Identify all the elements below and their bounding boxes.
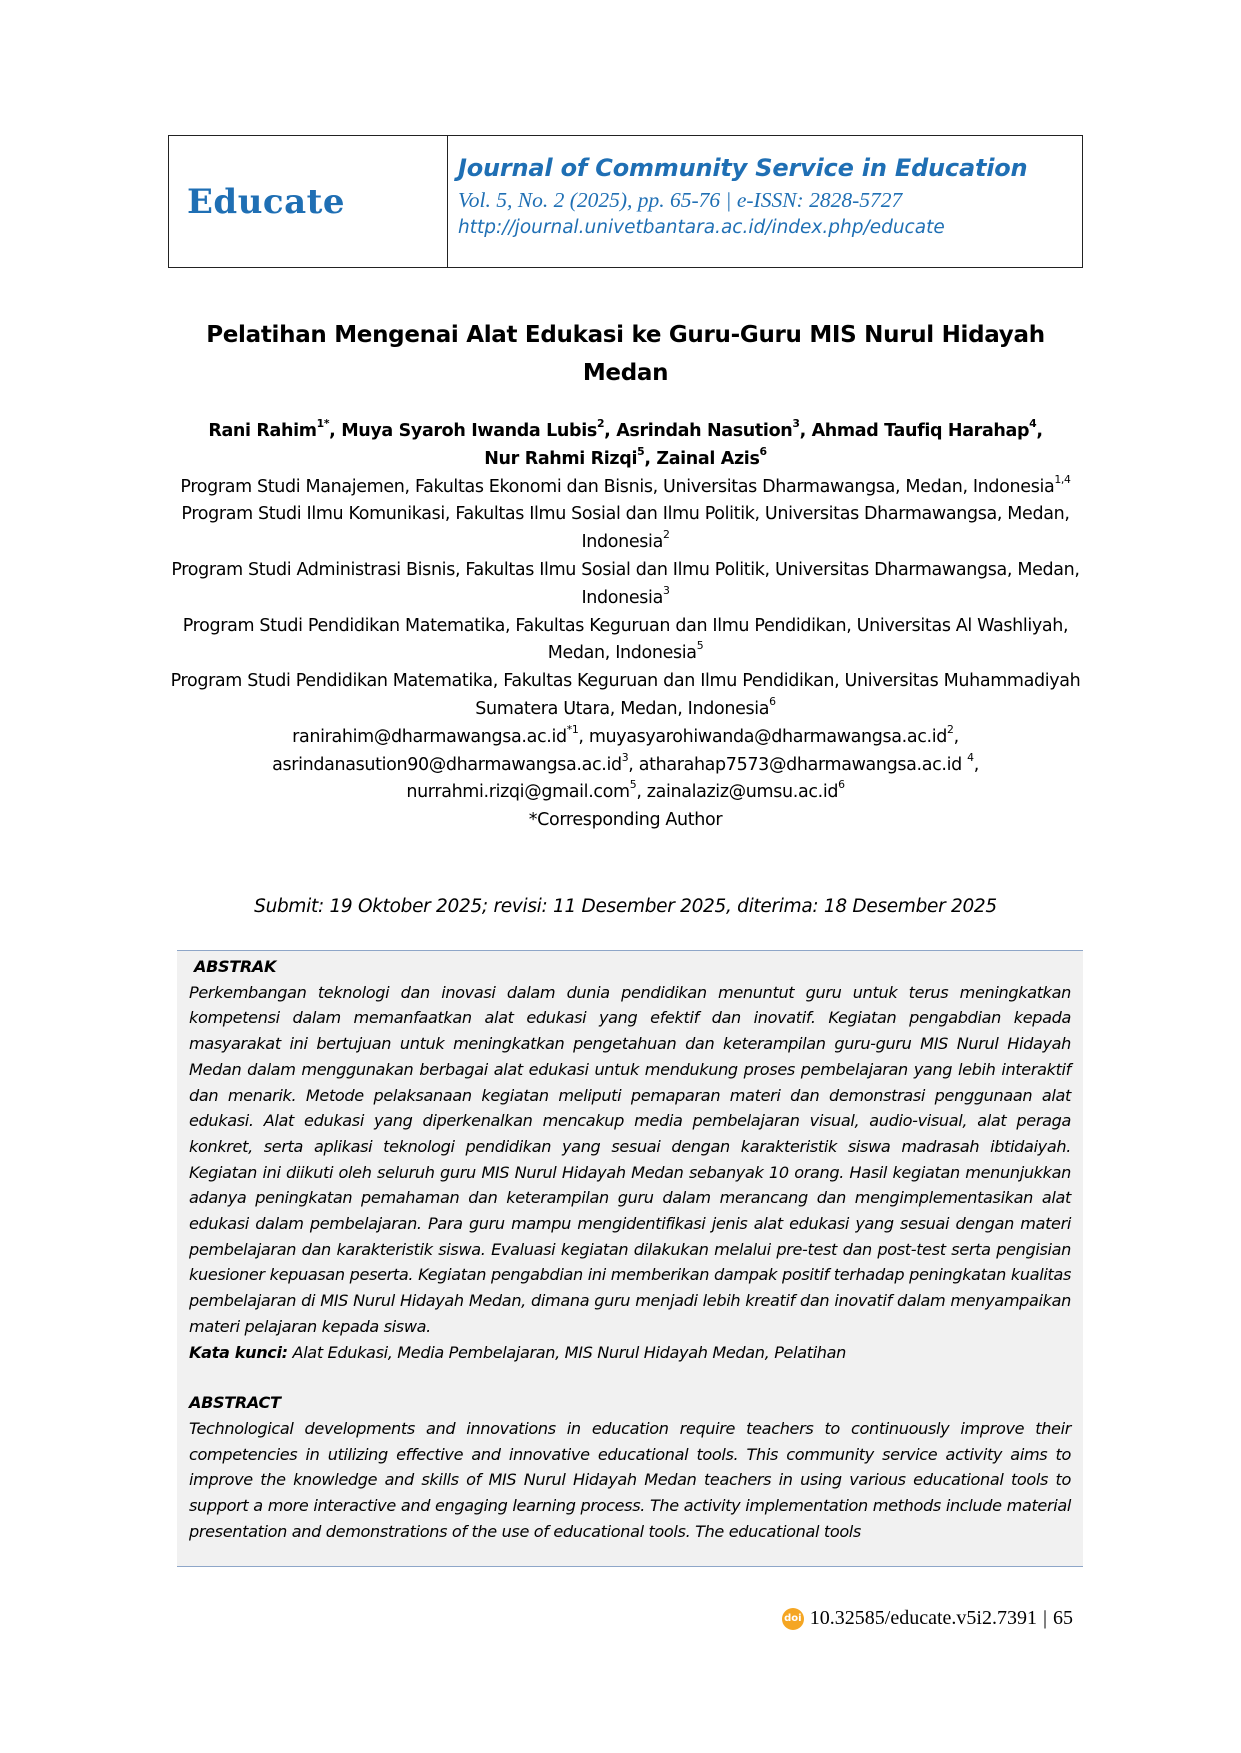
email-link[interactable]: muyasyarohiwanda@dharmawangsa.ac.id [588, 726, 948, 747]
paper-title-line-2: Medan [582, 360, 669, 386]
corresponding-author-note: *Corresponding Author [528, 810, 723, 831]
affiliation: Program Studi Administrasi Bisnis, Fakultas Ilmu Sosial dan Ilmu Politik, Universitas Dharmawangsa, Medan, Indonesia$^3$ [171, 559, 1080, 608]
journal-name: Journal of Community Service in Education [458, 154, 1028, 182]
affiliation: Program Studi Pendidikan Matematika, Fakultas Keguruan dan Ilmu Pendidikan, Universitas Al Washliyah, Medan, Indonesia$^5$ [182, 615, 1069, 664]
author-sup: 2 [596, 417, 605, 431]
abstract-text: Technological developments and innovations in education require teachers to continuously improve their competencies in utilizing effective and innovative educational tools. This community service activity aims to improve the knowledge and skills of MIS Nurul Hidayah Medan teachers in using various educational tools to support a more interactive and engaging learning process. The activity implementation methods include material presentation and demonstrations of the use of educational tools. The educational tools [189, 1418, 1071, 1541]
abstract-box [177, 950, 1083, 1567]
author-name: Ahmad Taufiq Harahap [811, 421, 1030, 441]
affiliation: Program Studi Manajemen, Fakultas Ekonomi dan Bisnis, Universitas Dharmawangsa, Medan, Indonesia$^{1,4}$ [180, 472, 1071, 497]
author-name: Muya Syaroh Iwanda Lubis [341, 421, 597, 441]
author-name: Nur Rahmi Rizqi [484, 448, 638, 469]
paper-title-line-1: Pelatihan Mengenai Alat Edukasi ke Guru-Guru MIS Nurul Hidayah [206, 322, 1045, 348]
abstrak-heading: ABSTRAK [194, 957, 277, 976]
journal-header-table [168, 135, 1083, 268]
paper-title [168, 316, 1083, 392]
doi-link[interactable]: 10.32585/educate.v5i2.7391 [809, 1607, 1037, 1629]
email-link[interactable]: nurrahmi.rizqi@gmail.com [406, 782, 630, 803]
keywords-line [189, 1340, 1071, 1366]
journal-url-link[interactable]: http://journal.univetbantara.ac.id/index.php/educate [458, 217, 945, 238]
abstrak-text: Perkembangan teknologi dan inovasi dalam dunia pendidikan menuntut guru untuk terus meningkatkan kompetensi dalam memanfaatkan alat edukasi yang efektif dan inovatif. Kegiatan pengabdian kepada masyarakat ini bertujuan untuk meningkatkan pengetahuan dan keterampilan guru-guru MIS Nurul Hidayah Medan dalam menggunakan berbagai alat edukasi untuk mendukung proses pembelajaran yang lebih interaktif dan menarik. Metode pelaksanaan kegiatan meliputi pemaparan materi dan demonstrasi penggunaan alat edukasi. Alat edukasi yang diperkenalkan mencakup media pembelajaran visual, audio-visual, alat peraga konkret, serta aplikasi teknologi pendidikan yang sesuai dengan karakteristik siswa madrasah ibtidaiyah. Kegiatan ini diikuti oleh seluruh guru MIS Nurul Hidayah Medan sebanyak 10 orang. Hasil kegiatan menunjukkan adanya peningkatan pemahaman dan keterampilan guru dalam merancang dan mengimplementasikan alat edukasi dalam pembelajaran. Para guru mampu mengidentifikasi jenis alat edukasi yang sesuai dengan materi pembelajaran dan karakteristik siswa. Evaluasi kegiatan dilakukan melalui pre-test dan post-test serta pengisian kuesioner kepuasan peserta. Kegiatan pengabdian ini memberikan dampak positif terhadap peningkatan kualitas pembelajaran di MIS Nurul Hidayah Medan, dimana guru menjadi lebih kreatif dan inovatif dalam menyampaikan materi pelajaran kepada siswa. [189, 982, 1071, 1336]
page-number: 65 [1053, 1607, 1073, 1629]
author-sup: 3 [792, 417, 800, 431]
submission-dates: Submit: 19 Oktober 2025; revisi: 11 Desember 2025, diterima: 18 Desember 2025 [254, 896, 997, 917]
email-link[interactable]: ranirahim@dharmawangsa.ac.id [292, 726, 567, 747]
email-link[interactable]: asrindanasution90@dharmawangsa.ac.id [272, 754, 622, 775]
author-names: Rani Rahim$^{1*}$, Muya Syaroh Iwanda Lubis$^2$, Asrindah Nasution$^3$, Ahmad Taufiq Harahap$^4$, Nur Rahmi Rizqi$^5$, Zainal Azis$^6$ [208, 417, 1043, 469]
header-info-cell [448, 136, 1027, 267]
footer-separator: | [1042, 1607, 1047, 1629]
email-link[interactable]: atharahap7573@dharmawangsa.ac.id [638, 754, 962, 775]
author-block [168, 418, 1083, 835]
author-sup: 1* [316, 417, 330, 431]
journal-brand: Educate [187, 181, 345, 222]
page-footer [782, 1607, 1073, 1630]
author-emails: $ranirahim@dharmawangsa.ac.id^{*1}$, $muyasyarohiwanda@dharmawangsa.ac.id^2$, $asrindanasution90@dharmawangsa.ac.id^3$, atharahap7573@dharmawangsa.ac.id $^4$, nurrahmi.rizqi@gmail.com$^5$, $zainalaziz@umsu.ac.id^6$ [272, 722, 979, 803]
doi-icon: doi [782, 1608, 804, 1630]
affiliation: Program Studi Pendidikan Matematika, Fakultas Keguruan dan Ilmu Pendidikan, Universitas Muhammadiyah Sumatera Utara, Medan, Indonesia$^6$ [170, 671, 1081, 719]
author-name: Rani Rahim [208, 421, 317, 441]
author-sup: 4 [1029, 417, 1037, 431]
header-brand-cell [169, 136, 448, 267]
affiliation: Program Studi Ilmu Komunikasi, Fakultas Ilmu Sosial dan Ilmu Politik, Universitas Dharmawangsa, Medan, Indonesia$^2$ [181, 504, 1070, 553]
email-link[interactable]: zainalaziz@umsu.ac.id [646, 782, 839, 803]
author-name: Zainal Azis [656, 448, 760, 469]
author-name: Asrindah Nasution [616, 421, 793, 441]
abstract-heading: ABSTRACT [189, 1393, 281, 1413]
author-sup: 5 [637, 444, 645, 458]
journal-volume: Vol. 5, No. 2 (2025), pp. 65-76 | e-ISSN: 2828-5727 [458, 188, 903, 212]
keywords-label: Kata kunci: [189, 1342, 288, 1362]
author-sup: 6 [759, 444, 767, 458]
keywords-text: Alat Edukasi, Media Pembelajaran, MIS Nurul Hidayah Medan, Pelatihan [292, 1342, 847, 1362]
